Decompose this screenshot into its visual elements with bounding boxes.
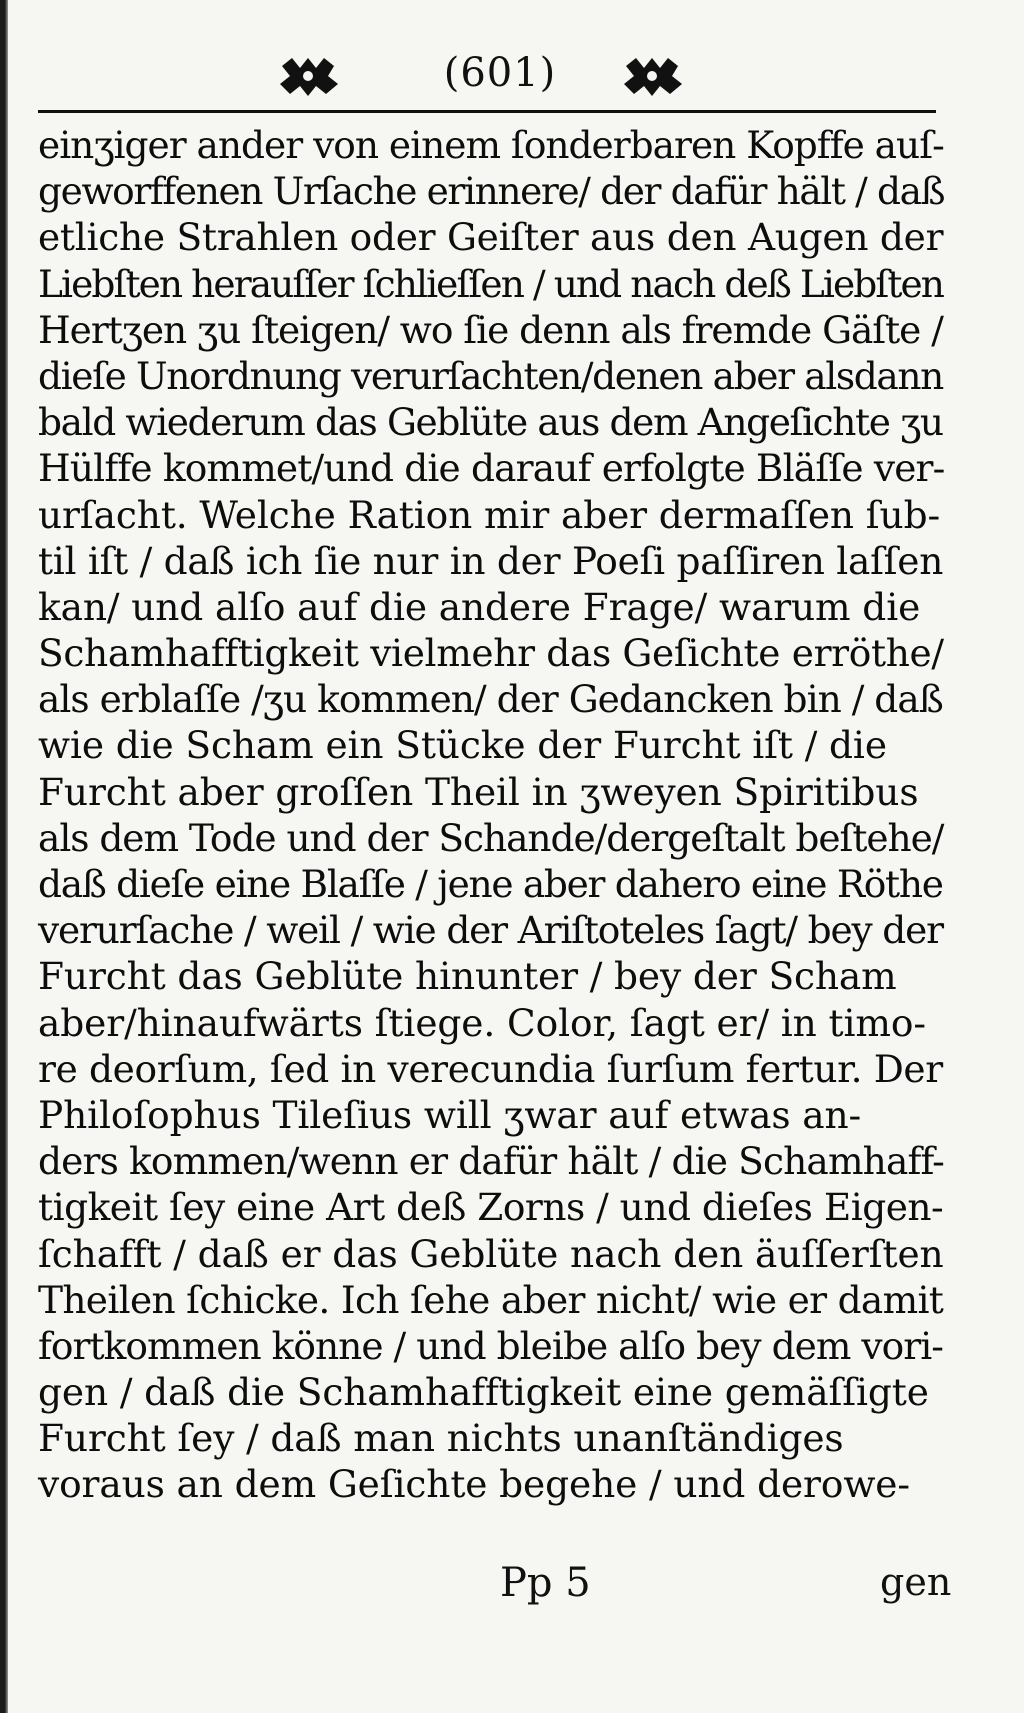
text-line: gen / daß die Schamhafftigkeit eine gemäſſigte	[38, 1370, 929, 1415]
text-line: Hülffe kommet/und die darauf erfolgte Bläſſe ver-	[38, 446, 945, 491]
text-line: ders kommen/wenn er dafür hält / die Schamhaff-	[38, 1139, 944, 1184]
text-line: til iſt / daß ich ſie nur in der Poeſi paſſiren laſſen	[38, 538, 944, 583]
text-line: voraus an dem Geſichte begehe / und derowe-	[38, 1462, 910, 1507]
catchword: gen	[880, 1560, 952, 1604]
text-line: bald wiederum das Geblüte aus dem Angeſichte ʒu	[38, 400, 943, 445]
text-line: Furcht das Geblüte hinunter / bey der Scham	[38, 954, 897, 999]
text-line: Liebſten herauſſer ſchlieſſen / und nach deß Liebſten	[38, 261, 944, 306]
signature-mark: Pp 5	[500, 1560, 591, 1606]
printer-ornament-left-icon	[278, 54, 348, 100]
page-body-text	[38, 122, 948, 1508]
page-footer	[0, 1560, 1024, 1620]
text-line: Hertʒen ʒu ſteigen/ wo ſie denn als fremde Gäſte /	[38, 307, 943, 352]
text-line: als dem Tode und der Schande/dergeſtalt beſtehe/	[38, 815, 944, 860]
text-line: geworffenen Urſache erinnere/ der dafür hält / daß	[38, 169, 945, 214]
text-line: aber/hinaufwärts ſtiege. Color, ſagt er/ in timo-	[38, 1000, 926, 1045]
text-line: ſchafft / daß er das Geblüte nach den äuſſerſten	[38, 1231, 944, 1276]
text-line: als erblaſſe /ʒu kommen/ der Gedancken bin / daß	[38, 677, 943, 722]
text-line: kan/ und alſo auf die andere Frage/ warum die	[38, 584, 921, 629]
text-line: daß dieſe eine Blaſſe / jene aber dahero eine Röthe	[38, 862, 943, 906]
text-line: einʒiger ander von einem ſonderbaren Kopffe auſ-	[38, 123, 944, 167]
text-line: wie die Scham ein Stücke der Furcht iſt / die	[38, 723, 887, 768]
text-line: fortkommen könne / und bleibe alſo bey dem vori-	[38, 1323, 943, 1368]
text-line: Furcht aber groſſen Theil in ʒweyen Spiritibus	[38, 769, 919, 814]
text-line: Furcht ſey / daß man nichts unanſtändiges	[38, 1416, 844, 1461]
text-line: Schamhafftigkeit vielmehr das Geſichte erröthe/	[38, 631, 944, 676]
printer-ornament-right-icon	[622, 54, 692, 100]
page-number: (601)	[443, 50, 557, 96]
page-header	[270, 48, 720, 108]
text-line: Philoſophus Tileſius will ʒwar auf etwas an-	[38, 1092, 862, 1137]
text-line: Theilen ſchicke. Ich ſehe aber nicht/ wie er damit	[38, 1277, 944, 1322]
text-line: etliche Strahlen oder Geiſter aus den Augen der	[38, 215, 944, 260]
header-rule	[38, 110, 936, 113]
text-line: tigkeit ſey eine Art deß Zorns / und dieſes Eigen-	[38, 1185, 944, 1230]
text-line: re deorſum, ſed in verecundia ſurſum fertur. Der	[38, 1046, 943, 1091]
text-line: dieſe Unordnung verurſachten/denen aber alsdann	[38, 353, 943, 398]
text-line: urſacht. Welche Ration mir aber dermaſſen ſub-	[38, 492, 941, 537]
text-line: verurſache / weil / wie der Ariſtoteles ſagt/ bey der	[38, 908, 943, 953]
book-gutter-edge	[0, 0, 8, 1713]
